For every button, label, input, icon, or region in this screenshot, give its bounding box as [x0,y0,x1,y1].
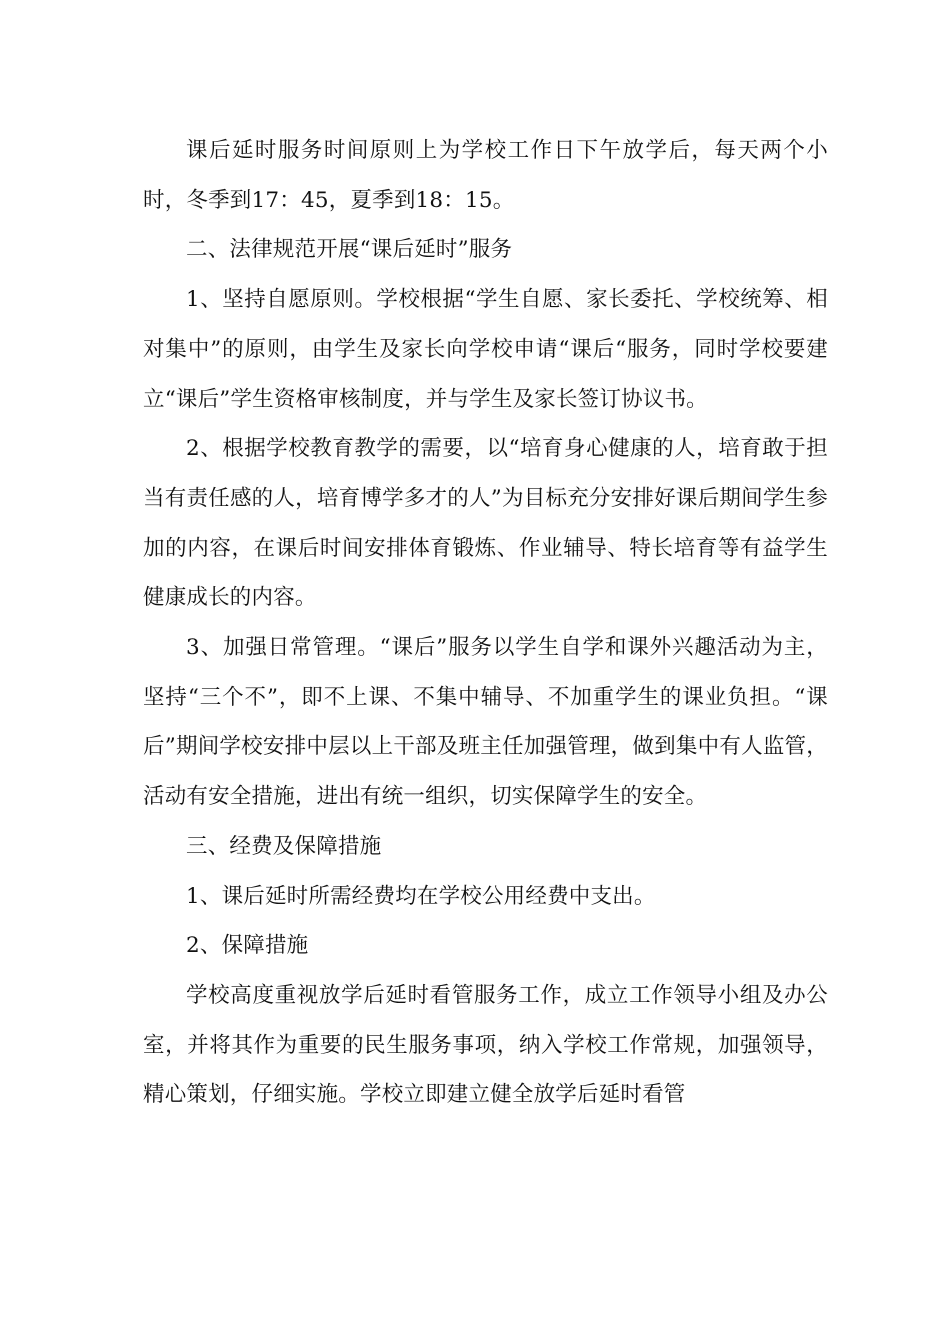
heading-section-three: 三、经费及保障措施 [186,833,382,859]
paragraph-funding: 1、课后延时所需经费均在学校公用经费中支出。 [186,883,656,909]
heading-section-two: 二、法律规范开展“课后延时”服务 [186,237,513,263]
paragraph-daily-management: 3、加强日常管理。“课后”服务以学生自学和课外兴趣活动为主，坚持“三个不”，即不上课、不集中辅导、不加重学生的课业负担。“课后”期间学校安排中层以上干部及班主任加强管理，做到集中有人监管，活动有安全措施，进出有统一组织，切实保障学生的安全。 [143,635,828,810]
heading-safeguards: 2、保障措施 [186,933,309,959]
paragraph-safeguard-details: 学校高度重视放学后延时看管服务工作，成立工作领导小组及办公室，并将其作为重要的民生服务事项，纳入学校工作常规，加强领导，精心策划，仔细实施。学校立即建立健全放学后延时看管 [143,982,828,1108]
document-body [143,126,828,1120]
paragraph-voluntary-principle: 1、坚持自愿原则。学校根据“学生自愿、家长委托、学校统筹、相对集中”的原则，由学生及家长向学校申请“课后“服务，同时学校要建立“课后”学生资格审核制度，并与学生及家长签订协议书。 [143,287,828,412]
paragraph-content-arrangement: 2、根据学校教育教学的需要，以“培育身心健康的人，培育敢于担当有责任感的人，培育博学多才的人”为目标充分安排好课后期间学生参加的内容，在课后时间安排体育锻炼、作业辅导、特长培育等有益学生健康成长的内容。 [143,436,828,611]
paragraph-service-time: 课后延时服务时间原则上为学校工作日下午放学后，每天两个小时，冬季到17：45，夏季到18：15。 [143,138,828,213]
